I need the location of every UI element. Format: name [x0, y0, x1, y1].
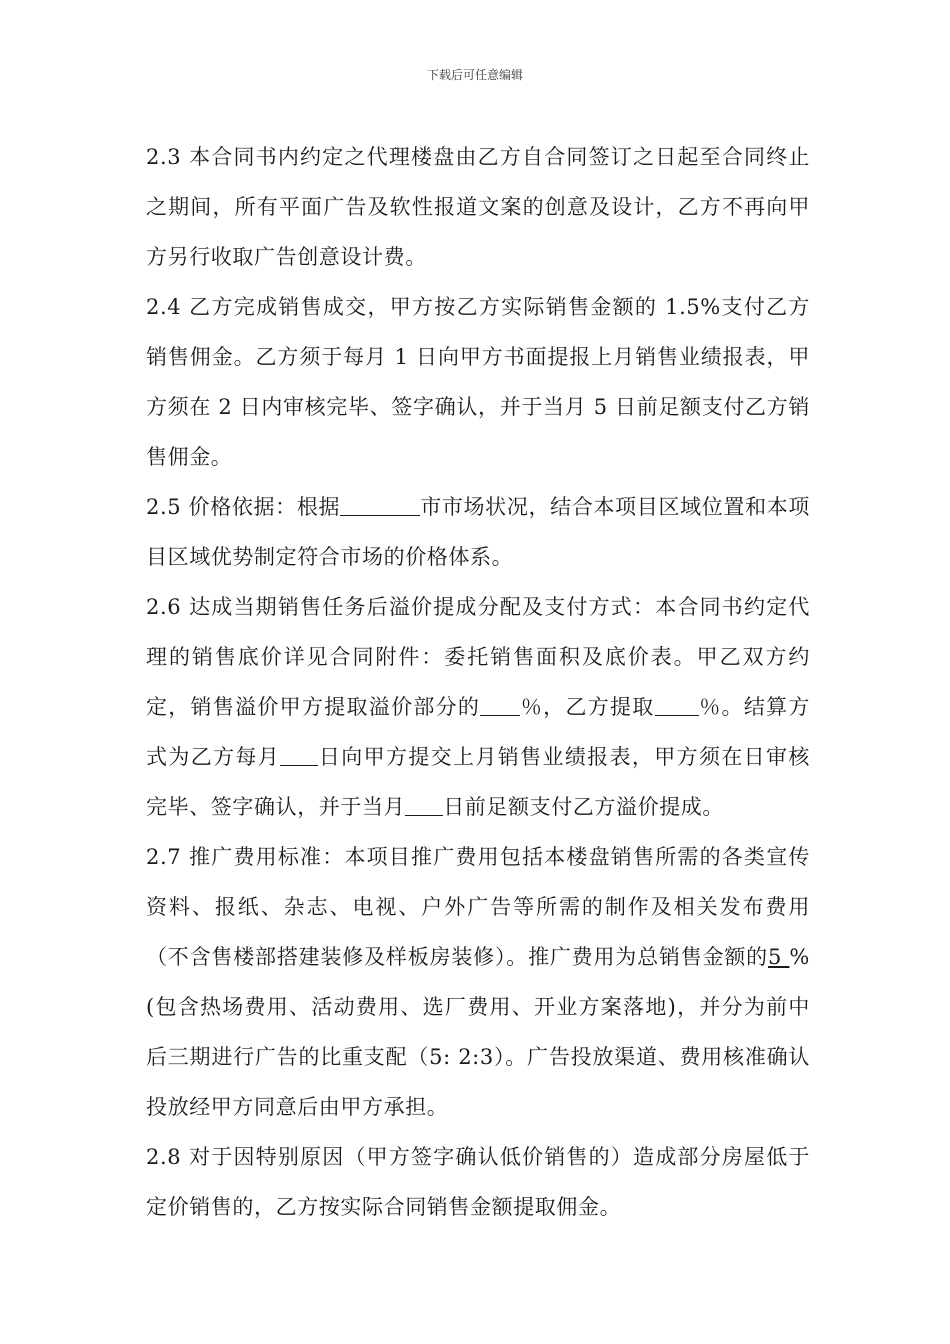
clause-2-6-part-b: ％，乙方提取 — [520, 695, 655, 719]
clause-2-6 — [146, 582, 810, 832]
clause-2-6-part-a: 2.6 达成当期销售任务后溢价提成分配及支付方式：本合同书约定代理的销售底价详见合同附件：委托销售面积及底价表。甲乙双方约定，销售溢价甲方提取溢价部分的 — [146, 595, 810, 719]
clause-2-5-lead: 2.5 价格依据：根据 — [146, 495, 341, 519]
clause-2-6-part-d: 日向甲方提交上月销售业绩报表，甲方须在日审核完毕、签字确认，并于当月 — [146, 745, 810, 819]
blank-report-day[interactable] — [280, 743, 318, 766]
clause-2-7-part-a: 2.7 推广费用标准：本项目推广费用包括本楼盘销售所需的各类宣传资料、报纸、杂志、电视、户外广告等所需的制作及相关发布费用（不含售楼部搭建装修及样板房装修）。推广费用为总销售金额的 — [146, 845, 810, 969]
clause-2-3: 2.3 本合同书内约定之代理楼盘由乙方自合同签订之日起至合同终止之期间，所有平面广告及软性报道文案的创意及设计，乙方不再向甲方另行收取广告创意设计费。 — [146, 145, 810, 269]
clause-2-5-rest: 市市场状况，结合本项目区域位置和本项目区域优势制定符合市场的价格体系。 — [146, 495, 810, 569]
promotion-rate-value: 5 — [767, 945, 790, 969]
clause-2-6-part-e: 日前足额支付乙方溢价提成。 — [443, 795, 725, 819]
clause-2-8: 2.8 对于因特别原因（甲方签字确认低价销售的）造成部分房屋低于定价销售的，乙方按实际合同销售金额提取佣金。 — [146, 1145, 810, 1219]
page-header: 下载后可任意编辑 — [426, 68, 523, 82]
blank-party-a-percent[interactable] — [480, 693, 520, 716]
clause-2-6-part-c: ％。结算方式为乙方每月 — [146, 695, 810, 769]
document-body — [146, 132, 810, 1232]
blank-payment-day[interactable] — [405, 793, 443, 816]
clause-2-5 — [146, 482, 810, 582]
blank-city[interactable] — [340, 493, 420, 516]
clause-2-7-part-b: %(包含热场费用、活动费用、选厂费用、开业方案落地)，并分为前中后三期进行广告的比重支配（5: 2:3）。广告投放渠道、费用核准确认投放经甲方同意后由甲方承担。 — [146, 945, 810, 1119]
clause-2-7 — [146, 832, 810, 1132]
blank-party-b-percent[interactable] — [655, 693, 699, 716]
clause-2-4: 2.4 乙方完成销售成交，甲方按乙方实际销售金额的 1.5%支付乙方销售佣金。乙方须于每月 1 日向甲方书面提报上月销售业绩报表，甲方须在 2 日内审核完毕、签字确认，并于当月 5 日前足额支付乙方销售佣金。 — [146, 295, 810, 469]
